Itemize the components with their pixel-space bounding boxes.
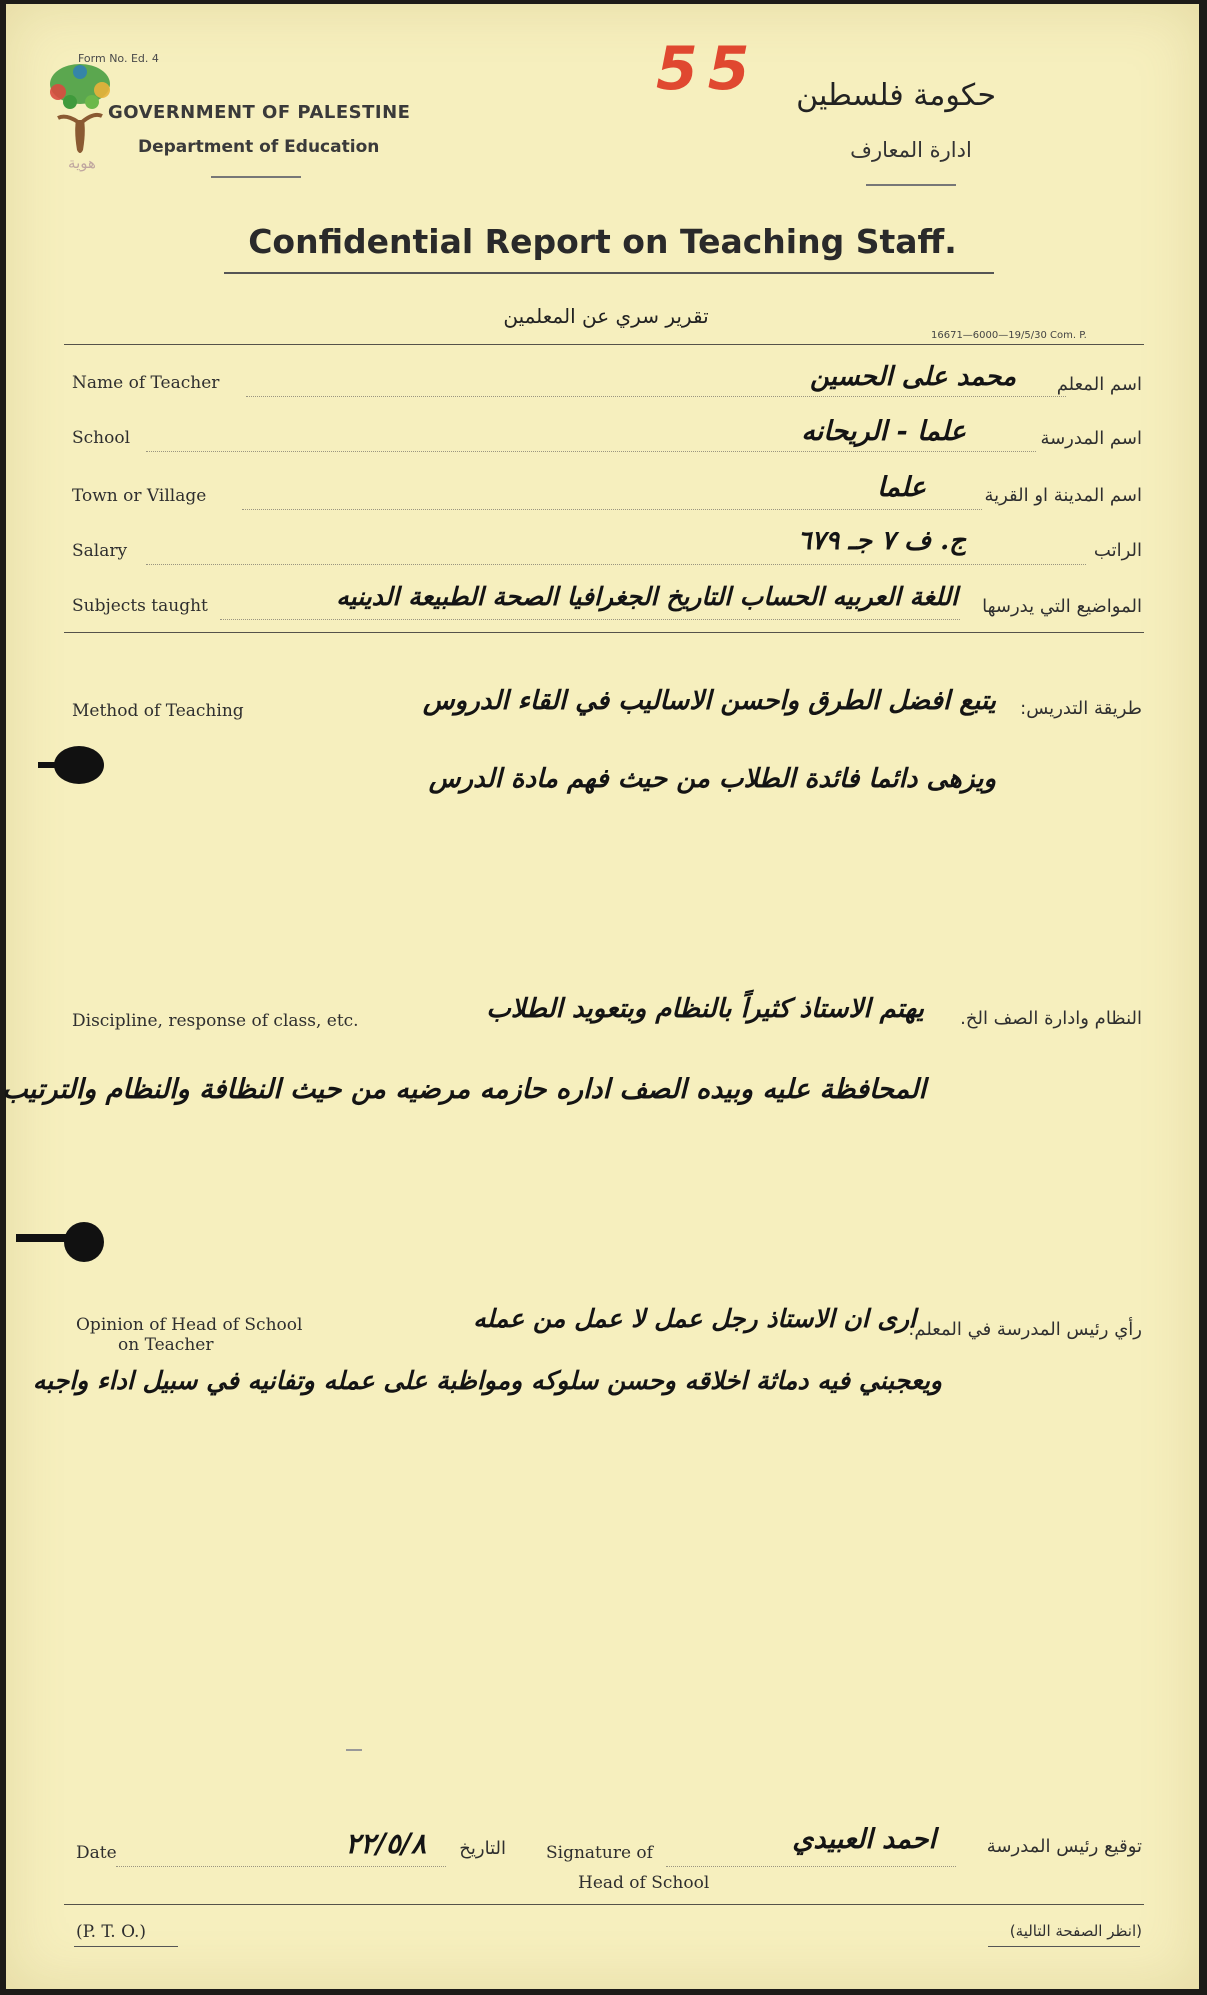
field-value-school: علما - الريحانه: [801, 416, 966, 447]
signature-label-en-2: Head of School: [578, 1873, 710, 1893]
ornament-left: [211, 176, 301, 178]
report-title-ar: تقرير سري عن المعلمين: [503, 304, 709, 328]
gov-title-en: GOVERNMENT OF PALESTINE: [108, 102, 411, 123]
signature-label-en-1: Signature of: [546, 1843, 653, 1863]
stamp-number: 55: [656, 34, 760, 104]
date-label-ar: التاريخ: [459, 1838, 506, 1859]
signature-label-ar: توقيع رئيس المدرسة: [986, 1836, 1142, 1857]
footer-rule: [64, 1904, 1144, 1905]
date-label-en: Date: [76, 1843, 117, 1863]
title-underline: [224, 272, 994, 274]
method-label-ar: طريقة التدريس:: [1020, 698, 1142, 719]
opinion-line-1: ارى ان الاستاذ رجل عمل لا عمل من عمله: [473, 1304, 916, 1333]
ink-tail: [38, 762, 68, 768]
field-line-town: [242, 509, 982, 510]
field-line-name: [246, 396, 1066, 397]
field-label-school-en: School: [72, 428, 131, 448]
dept-title-ar: ادارة المعارف: [850, 138, 972, 162]
report-form: [2, 4, 1199, 1989]
field-line-salary: [146, 564, 1086, 565]
pto-en: (P. T. O.): [76, 1922, 147, 1942]
field-label-town-en: Town or Village: [72, 486, 207, 506]
field-value-name: محمد على الحسين: [809, 362, 1016, 392]
report-title: Confidential Report on Teaching Staff.: [248, 222, 957, 261]
print-code: 16671—6000—19/5/30 Com. P.: [931, 330, 1087, 341]
discipline-line-2: المحافظة عليه وبيده الصف اداره حازمه مرضيه من حيث النظافة والنظام والترتيب: [2, 1074, 926, 1105]
signature-line: [666, 1866, 956, 1867]
method-line-1: يتبع افضل الطرق واحسن الاساليب في القاء الدروس: [422, 686, 996, 716]
form-number: Form No. Ed. 4: [78, 52, 159, 65]
field-value-subjects: اللغة العربيه الحساب التاريخ الجغرافيا الصحة الطبيعة الدينيه: [336, 582, 958, 611]
field-label-name-en: Name of Teacher: [72, 373, 220, 393]
field-label-subjects-en: Subjects taught: [72, 596, 208, 616]
field-value-town: علما: [877, 472, 926, 503]
field-line-school: [146, 451, 1036, 452]
ink-tail-2: [16, 1234, 71, 1242]
center-mark: [346, 1749, 362, 1751]
discipline-label-en: Discipline, response of class, etc.: [72, 1011, 359, 1031]
opinion-label-en-2: on Teacher: [118, 1335, 214, 1355]
date-value: ٢٢/٥/٨: [345, 1827, 426, 1860]
field-label-salary-ar: الراتب: [1093, 540, 1142, 561]
signature-value: احمد العبيدي: [792, 1824, 936, 1855]
date-line: [116, 1866, 446, 1867]
logo-caption: هوية: [68, 154, 96, 172]
opinion-label-ar: رأي رئيس المدرسة في المعلم:: [908, 1319, 1142, 1340]
gov-title-ar: حكومة فلسطين: [796, 78, 996, 113]
header-rule: [64, 344, 1144, 345]
field-label-name-ar: اسم المعلم: [1056, 374, 1142, 395]
ink-blot-2: [64, 1222, 104, 1262]
fields-rule: [64, 632, 1144, 633]
discipline-line-1: يهتم الاستاذ كثيراً بالنظام وبتعويد الطلاب: [486, 994, 924, 1024]
field-label-town-ar: اسم المدينة او القرية: [984, 485, 1142, 506]
field-line-subjects: [220, 619, 960, 620]
method-label-en: Method of Teaching: [72, 701, 244, 721]
opinion-line-2: ويعجبني فيه دماثة اخلاقه وحسن سلوكه ومواظبة على عمله وتفانيه في سبيل اداء واجبه: [32, 1366, 942, 1395]
field-value-salary: ج. ف ٧ جـ ٦٧٩: [797, 526, 966, 556]
pto-ar-underline: [988, 1946, 1140, 1947]
ornament-right: [866, 184, 956, 186]
field-label-school-ar: اسم المدرسة: [1040, 428, 1142, 449]
field-label-subjects-ar: المواضيع التي يدرسها: [982, 596, 1142, 617]
pto-ar: (انظر الصفحة التالية): [1009, 1922, 1142, 1940]
method-line-2: ويزهى دائما فائدة الطلاب من حيث فهم مادة الدرس: [428, 764, 996, 794]
pto-en-underline: [74, 1946, 178, 1947]
discipline-label-ar: النظام وادارة الصف الخ.: [960, 1008, 1142, 1029]
dept-title-en: Department of Education: [138, 137, 380, 157]
hawiya-logo: [44, 62, 116, 182]
field-label-salary-en: Salary: [72, 541, 128, 561]
opinion-label-en-1: Opinion of Head of School: [76, 1315, 303, 1335]
